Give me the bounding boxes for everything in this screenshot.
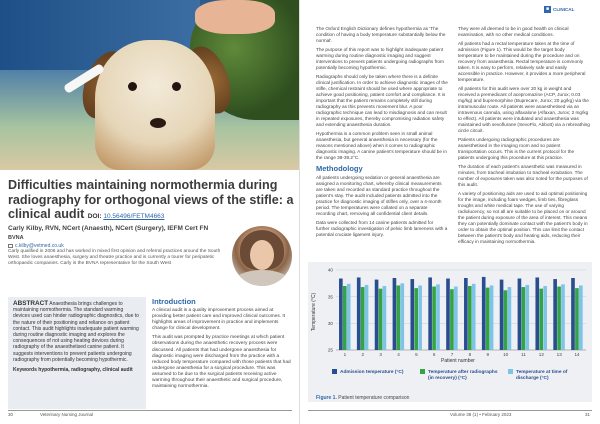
- mail-icon: [8, 244, 13, 248]
- bar: [361, 287, 365, 350]
- email-link[interactable]: c.kilby@vetmed.co.uk: [15, 243, 64, 249]
- paragraph: A variety of positioning aids are used to aid optimal positioning for the image, including foam wedges, limb ties, fibreglass troughs and white medical tape. The use of varying radiolucency, so not all are suitable to be placed on or around the patient during exposure of the area of interest. This means they can potentially dominate contact with the patient's body in order to obtain the optimal position. This can limit the contact between the patient's body and heating aids, reducing their efficacy in maintaining normothermia.: [458, 191, 588, 244]
- keywords: hypothermia, radiography, clinical audit: [38, 367, 133, 374]
- caption-label: Figure 1.: [316, 395, 337, 401]
- bar: [561, 284, 565, 350]
- paragraph: All patients undergoing sedation or general anaesthesia are assigned a monitoring chart, whereby clinical measurements are taken and recorded as standard practice throughout the patient's stay. The audit included patients admitted into the practice for diagnostic imaging of stifles only, over a 4-month period. The temperatures were collated on a separate recording chart, removing all confidential client details.: [316, 175, 442, 216]
- article-title: Difficulties maintaining normothermia during radiography for orthogonal views of the stifle: a clinical audit DOI: 10.56496/FETM4663: [8, 178, 294, 221]
- footer-page-number: 31: [585, 412, 591, 417]
- bar: [343, 286, 347, 350]
- bar: [347, 284, 351, 350]
- x-tick-label: 9: [486, 352, 490, 357]
- bar: [500, 280, 504, 350]
- author-avatar: [232, 226, 292, 286]
- paragraph: All patients for this audit were over 20 kg in weight and received a premedicant of acepromazine (ACP, Jurox; 0.03 mg/kg) and buprenorphine (Buprecare, Jurox; 20 µg/kg) via the intramuscular route. All patients were anaesthetised via an intravenous cannula, using alfaxalone (Alfaxan, Jurox; 2 mg/kg to effect). All patients were intubated and anaesthesia was maintained with sevoflurane (SevoFlo, Abbott) via a rebreathing circle circuit.: [458, 86, 590, 133]
- methodology-heading: Methodology: [316, 164, 363, 173]
- x-tick-label: 1: [343, 352, 347, 357]
- bar: [482, 277, 486, 350]
- legend-swatch: [420, 369, 425, 374]
- footer-issue: Volume 38 (1) • February 2023: [450, 412, 512, 417]
- legend-label: Temperature at time of discharge (°C): [516, 370, 568, 381]
- bar: [525, 285, 529, 350]
- bar: [508, 287, 512, 350]
- bar: [397, 285, 401, 350]
- x-tick-label: 12: [538, 352, 544, 357]
- column-1: [316, 26, 448, 241]
- section-tag: ■ CLINICAL: [545, 6, 575, 12]
- figure-caption: [316, 395, 409, 401]
- intro-paragraph: A clinical audit is a quality improvement process aimed at providing better patient care and improved clinical outcomes. It highlights areas of improvement in practice and implements change for clinical development.: [152, 308, 286, 332]
- bar: [446, 279, 450, 350]
- y-tick-label: 25: [327, 347, 333, 353]
- bar: [454, 287, 458, 350]
- legend-swatch: [508, 369, 513, 374]
- bar: [468, 286, 472, 350]
- paragraph: The purpose of this report was to highlight inadequate patient warming during routine diagnostic imaging and suggest interventions to prevent patients undergoing radiographs from potentially becoming hypothermic.: [316, 47, 444, 70]
- bar: [400, 283, 404, 350]
- y-tick-label: 30: [327, 320, 333, 326]
- x-tick-label: 14: [574, 352, 580, 357]
- y-tick-label: 35: [327, 294, 333, 300]
- bar: [539, 289, 543, 350]
- x-tick-label: 10: [503, 352, 509, 357]
- footer-rule: [308, 410, 592, 411]
- y-tick-label: 40: [327, 267, 333, 273]
- doi[interactable]: DOI: 10.56496/FETM4663: [87, 213, 165, 220]
- bar: [450, 289, 454, 350]
- legend-swatch: [332, 369, 337, 374]
- bar: [486, 288, 490, 350]
- x-tick-label: 2: [361, 352, 365, 357]
- y-axis-label: Temperature (°C): [311, 292, 317, 332]
- x-tick-label: 11: [521, 352, 526, 357]
- bar: [414, 288, 418, 350]
- footer-page-number: 30: [8, 412, 14, 417]
- bar: [339, 279, 343, 350]
- bar: [365, 285, 369, 350]
- x-tick-label: 8: [468, 352, 472, 357]
- abstract-text: Anaesthesia brings challenges to maintaining normothermia. The standard warming devices used can hinder radiographic diagnostics, due to the nature of their positioning and reliance on patient contact. This audit highlights inadequate patient warming during routine diagnostic imaging and explores the consequences of not using heating devices during radiography of the anaesthetised canine patient. It suggests interventions to prevent patients undergoing radiography from potentially becoming hypothermic.: [13, 301, 139, 363]
- hero-photo-dog-thermometer: [0, 0, 300, 170]
- bar: [571, 278, 575, 350]
- paragraph: The Oxford English Dictionary defines hypothermia as 'The condition of having a body temperature substantially below the normal'.: [316, 26, 446, 43]
- paragraph: Radiographs should only be taken where there is a definite clinical justification. In order to achieve diagnostic images of the stifle, chemical restraint should be used where appropriate to achieve good positioning, patient comfort and compliance. It is important that the patient remains completely still during radiography as this prevents movement blur. A poor radiographic technique can lead to misdiagnosis and can result in repeated exposures, thereby compromising radiation safety and extending anaesthesia duration.: [316, 74, 448, 127]
- bar: [579, 285, 583, 350]
- x-tick-label: 6: [432, 352, 436, 357]
- paragraph: All patients had a rectal temperature taken at the time of admission (Figure 1). This would be the target body temperature to be maintained during the procedure and on recovery from anaesthesia. Rectal temperature is commonly taken. It is easy to perform, relatively safe and easily accessible in practice. However, it provides a more peripheral temperature.: [458, 41, 586, 82]
- bar: [490, 285, 494, 350]
- x-tick-label: 5: [415, 352, 418, 357]
- bar: [518, 279, 522, 350]
- bar: [357, 277, 361, 350]
- paragraph: Data were collected from 14 canine patients admitted for further radiographic investigation of pelvic limb lameness with a potential cruciate ligament injury.: [316, 220, 448, 237]
- bar: [379, 289, 383, 350]
- bar: [436, 284, 440, 350]
- bar: [557, 287, 561, 350]
- bar: [504, 290, 508, 350]
- legend-label: Temperature after radiographs (in recovery) (°C): [428, 370, 498, 381]
- bar: [432, 287, 436, 350]
- bar: [428, 277, 432, 350]
- introduction-section: [152, 297, 292, 393]
- bar: [535, 277, 539, 350]
- author-bio: Carly qualified in 2006 and has worked in mixed first opinion and referral practices around the South West. She loves anaesthesia, surgery and theatre practice and is currently a tourer for peripatetic orthopaedic companies. Carly is the BVNA representative for the South West: [8, 249, 221, 266]
- x-tick-label: 7: [450, 352, 454, 357]
- bar: [383, 286, 387, 350]
- x-tick-label: 4: [397, 352, 400, 357]
- abstract-box: [8, 297, 146, 409]
- bar: [393, 278, 397, 350]
- x-tick-label: 13: [556, 352, 562, 357]
- bar: [418, 285, 422, 350]
- chart-svg: [308, 262, 592, 392]
- x-axis-label: Patient number: [441, 358, 475, 364]
- paragraph: They were all deemed to be in good health on clinical examination, with no other medical conditions.: [458, 26, 569, 37]
- intro-heading: Introduction: [152, 297, 196, 306]
- figure-1-chart: [308, 262, 592, 402]
- bar: [375, 280, 379, 350]
- footer-journal: Veterinary Nursing Journal: [40, 412, 94, 417]
- bar: [472, 284, 476, 350]
- author-line: Carly Kilby, RVN, NCert (Anaesth), NCert (Surgery), IEFM Cert FN: [8, 225, 209, 232]
- footer-rule: [8, 410, 292, 411]
- section-tag-icon: ■: [545, 6, 550, 12]
- column-2: [458, 26, 590, 248]
- bar: [464, 278, 468, 350]
- abstract-heading: ABSTRACT: [13, 300, 49, 307]
- intro-paragraph: This audit was prompted by practice meetings at which patient observations during the anaesthetic recovery process were discussed. All patients that had undergone anaesthesia for diagnostic imaging were discharged from the practice with a reduced body temperature compared with those patients that had undergone anaesthesia for a surgical procedure. This was assumed to be due to the surgical patients receiving active warming throughout their anaesthetic and surgical procedure, maintaining normothermia.: [152, 335, 291, 390]
- paragraph: Hypothermia is a common problem seen in small animal anaesthesia, but general anaesthesia is necessary (for the reasons mentioned above) when it comes to radiographic diagnostic imaging. A canine patient's temperature should be in the range 38-39.2°C.: [316, 131, 447, 160]
- x-tick-label: 3: [379, 352, 382, 357]
- legend-label: Admission temperature (°C): [340, 370, 404, 375]
- bar: [543, 286, 547, 350]
- affiliation: BVNA: [8, 235, 24, 241]
- keywords-label: Keywords: [13, 367, 37, 374]
- paragraph: Patients undergoing radiographic procedures are anaesthetised in the imaging room and so patient transportation occurs. This is the current protocol for the patients undergoing this procedure at this practice.: [458, 137, 575, 160]
- bar: [575, 288, 579, 350]
- bar: [522, 287, 526, 350]
- caption-text: Patient temperature comparison: [338, 395, 410, 401]
- paragraph: The duration of each patient's anaesthetic was measured in minutes, from tracheal intubation to tracheal extubation. The number of exposures taken was also noted for the purposes of this audit.: [458, 164, 588, 187]
- right-page: [300, 0, 600, 424]
- bar: [410, 279, 414, 350]
- bar: [553, 279, 557, 350]
